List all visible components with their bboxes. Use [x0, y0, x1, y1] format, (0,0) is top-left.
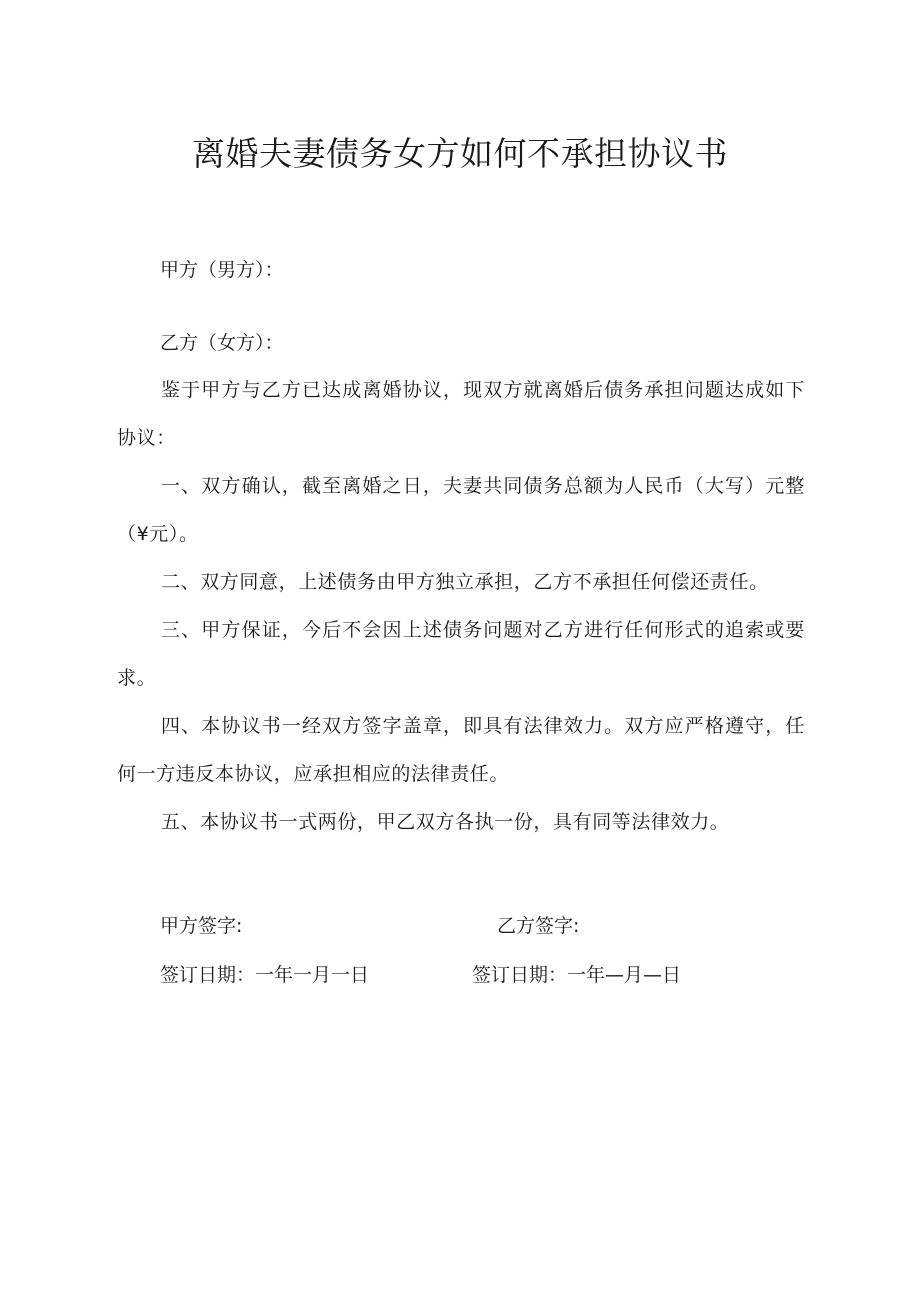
party-a-signature-label: 甲方签字:: [160, 915, 243, 937]
clause-4: 四、本协议书一经双方签字盖章，即具有法律效力。双方应严格遵守，任何一方违反本协议，应承担相应的法律责任。: [117, 715, 805, 785]
party-b-sign-date: 签订日期：一年—月—日: [472, 964, 682, 986]
document-title: 离婚夫妻债务女方如何不承担协议书: [192, 134, 728, 173]
party-b-signature-label: 乙方签字:: [497, 915, 580, 937]
preamble-paragraph: 鉴于甲方与乙方已达成离婚协议，现双方就离婚后债务承担问题达成如下协议：: [117, 379, 805, 449]
clause-3: 三、甲方保证，今后不会因上述债务问题对乙方进行任何形式的追索或要求。: [117, 619, 805, 689]
party-b-label: 乙方（女方）：: [160, 332, 284, 354]
party-a-sign-date: 签订日期：一年一月一日: [160, 964, 370, 986]
party-a-label: 甲方（男方）：: [160, 259, 284, 281]
clause-5: 五、本协议书一式两份，甲乙双方各执一份，具有同等法律效力。: [161, 811, 730, 833]
clause-2: 二、双方同意，上述债务由甲方独立承担，乙方不承担任何偿还责任。: [161, 571, 769, 593]
clause-1: 一、双方确认，截至离婚之日，夫妻共同债务总额为人民币（大写）元整（¥元）。: [117, 475, 805, 545]
